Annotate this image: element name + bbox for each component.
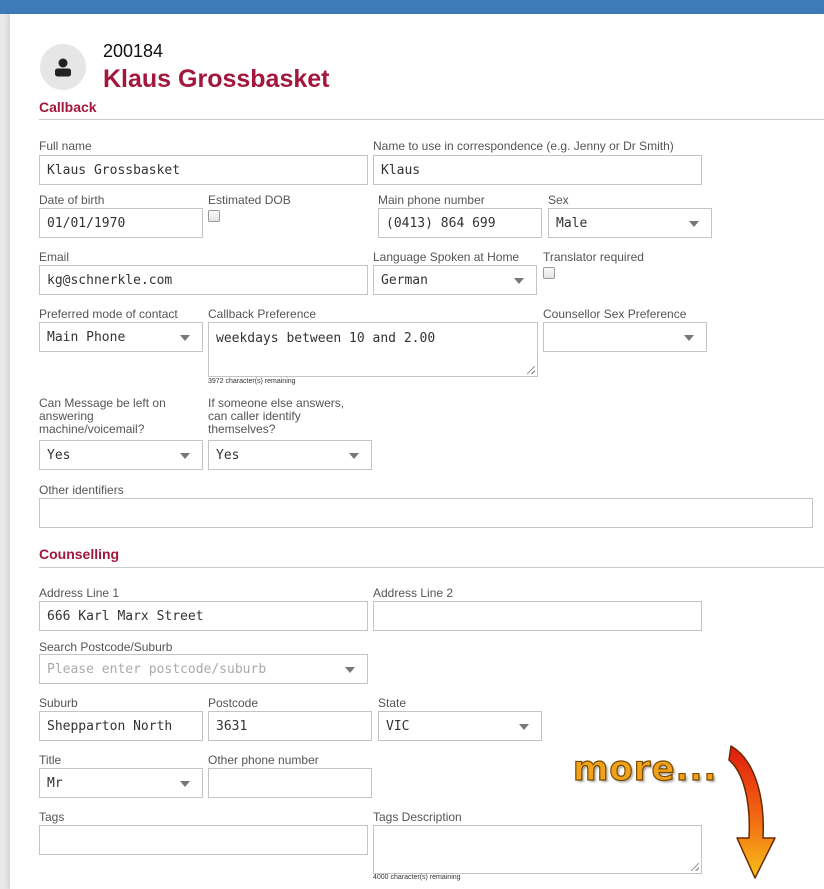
state-label: State [378,696,407,710]
address2-label: Address Line 2 [373,586,454,600]
full-name-input[interactable]: Klaus Grossbasket [39,155,368,185]
chevron-down-icon [180,335,190,341]
suburb-label: Suburb [39,696,78,710]
estimated-dob-label: Estimated DOB [208,193,291,207]
section-counselling: Counselling [39,546,120,562]
record-form [9,14,824,889]
page-title: Klaus Grossbasket [103,65,330,93]
language-label: Language Spoken at Home [373,250,520,264]
message-left-select[interactable] [39,440,203,470]
section-divider [39,119,824,120]
resize-grip-icon[interactable] [527,366,535,374]
tags-description-textarea[interactable] [373,825,702,874]
other-identifiers-input[interactable] [39,498,813,528]
counsellor-sex-label: Counsellor Sex Preference [543,307,687,321]
email-input[interactable]: kg@schnerkle.com [39,265,368,295]
correspondence-name-label: Name to use in correspondence (e.g. Jenny or Dr Smith) [373,139,674,153]
main-phone-input[interactable]: (0413) 864 699 [378,208,542,238]
more-annotation: more... [573,749,718,789]
language-select[interactable] [373,265,537,295]
postcode-search-label: Search Postcode/Suburb [39,640,173,654]
correspondence-name-input[interactable]: Klaus [373,155,702,185]
callback-pref-value: weekdays between 10 and 2.00 [216,331,436,346]
callback-pref-label: Callback Preference [208,307,317,321]
preferred-contact-value: Main Phone [47,330,126,345]
chevron-down-icon [349,453,359,459]
avatar [40,44,86,90]
sex-select[interactable] [548,208,712,238]
message-left-value: Yes [47,448,71,463]
email-label: Email [39,250,70,264]
suburb-input[interactable]: Shepparton North [39,711,203,741]
chevron-down-icon [519,724,529,730]
title-label: Title [39,753,62,767]
tags-description-label: Tags Description [373,810,462,824]
resize-grip-icon[interactable] [691,863,699,871]
postcode-label: Postcode [208,696,259,710]
chevron-down-icon [684,335,694,341]
preferred-contact-select[interactable] [39,322,203,352]
postcode-input[interactable]: 3631 [208,711,372,741]
other-phone-input[interactable] [208,768,372,798]
callback-pref-textarea[interactable] [208,322,538,377]
language-value: German [381,273,428,288]
record-id: 200184 [103,41,164,61]
dob-input[interactable]: 01/01/1970 [39,208,203,238]
callback-pref-remaining: 3972 character(s) remaining [208,378,296,385]
tags-label: Tags [39,810,65,824]
counsellor-sex-select[interactable] [543,322,707,352]
chevron-down-icon [345,667,355,673]
address1-label: Address Line 1 [39,586,120,600]
sex-label: Sex [548,193,569,207]
other-phone-label: Other phone number [208,753,319,767]
other-identifiers-label: Other identifiers [39,483,124,497]
chevron-down-icon [514,278,524,284]
section-callback: Callback [39,99,97,115]
postcode-search-select[interactable] [39,654,368,684]
top-bar [0,0,824,14]
caller-identify-label: If someone else answers, can caller identify themselves? [208,396,345,436]
caller-identify-select[interactable] [208,440,372,470]
preferred-contact-label: Preferred mode of contact [39,307,178,321]
address2-input[interactable] [373,601,702,631]
tags-description-remaining: 4000 character(s) remaining [373,874,461,881]
title-select[interactable] [39,768,203,798]
full-name-label: Full name [39,139,92,153]
chevron-down-icon [180,781,190,787]
sex-value: Male [556,216,588,231]
message-left-label: Can Message be left on answering machine/voicemail? [39,396,166,436]
main-phone-label: Main phone number [378,193,485,207]
chevron-down-icon [180,453,190,459]
address1-input[interactable]: 666 Karl Marx Street [39,601,368,631]
state-select[interactable] [378,711,542,741]
translator-checkbox[interactable] [543,267,555,279]
section-divider [39,567,824,568]
estimated-dob-checkbox[interactable] [208,210,220,222]
user-icon [52,56,74,78]
chevron-down-icon [689,221,699,227]
tags-input[interactable] [39,825,368,855]
caller-identify-value: Yes [216,448,240,463]
postcode-search-placeholder: Please enter postcode/suburb [47,662,267,677]
state-value: VIC [386,719,410,734]
dob-label: Date of birth [39,193,105,207]
translator-label: Translator required [543,250,644,264]
curved-arrow-down-icon [725,742,783,882]
title-value: Mr [47,776,63,791]
